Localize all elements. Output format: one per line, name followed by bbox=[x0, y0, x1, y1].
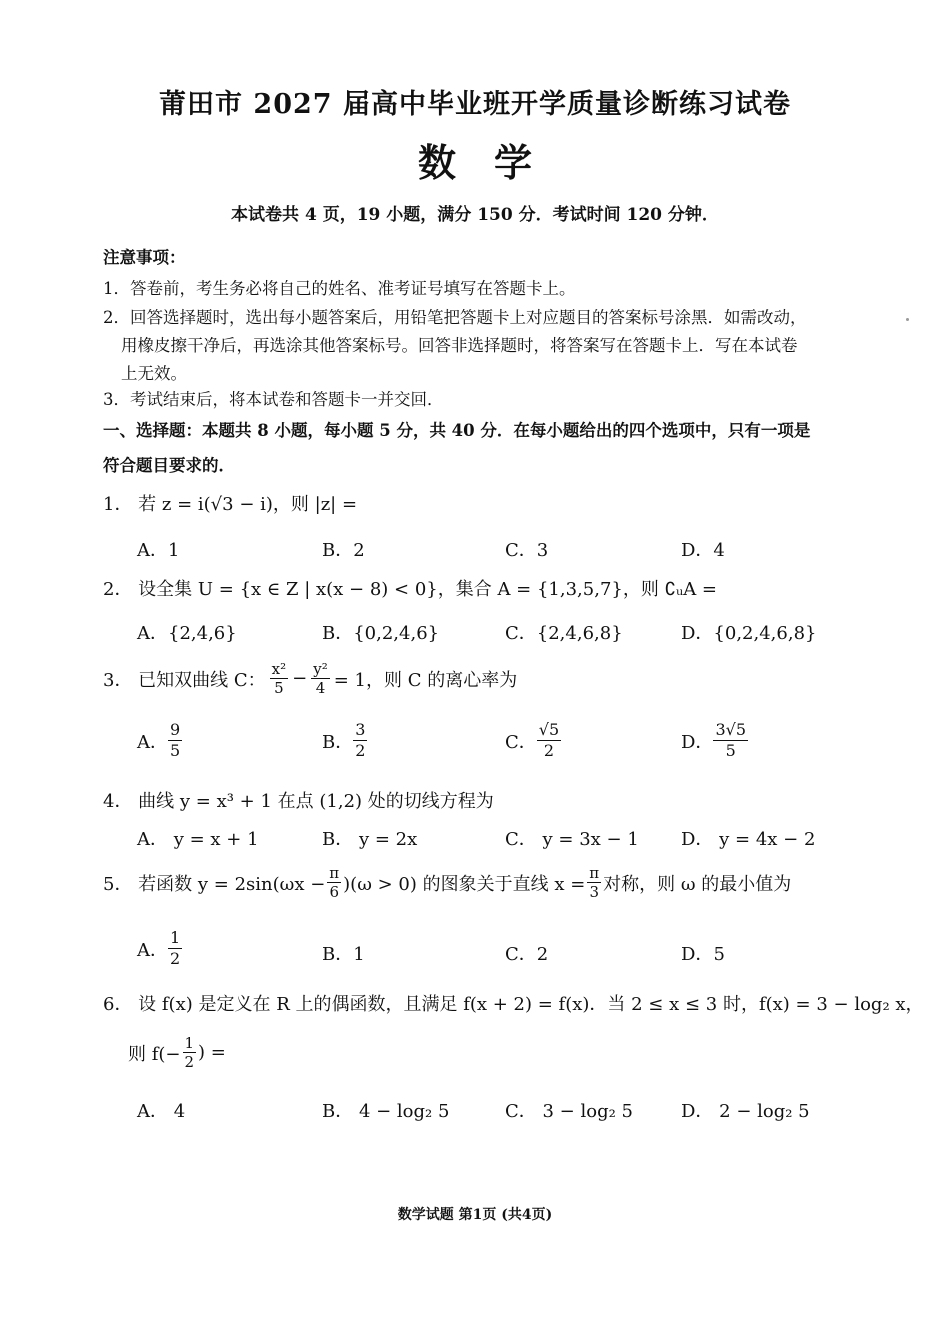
question-5-pi-over-3-fraction bbox=[587, 864, 601, 901]
fraction-denominator: 6 bbox=[329, 883, 339, 901]
question-5-option-a bbox=[137, 928, 182, 969]
question-1-stem: 1． 若 z = i(√3 − i)，则 |z| = bbox=[103, 494, 358, 515]
question-5-stem-part-a: 5． 若函数 y = 2sin(ωx − bbox=[103, 873, 326, 895]
fraction-numerator: π bbox=[589, 864, 600, 882]
question-4-stem: 4． 曲线 y = x³ + 1 在点 (1,2) 处的切线方程为 bbox=[103, 791, 494, 812]
question-1-option-b: B．2 bbox=[322, 540, 365, 561]
question-3-option-b-label: B． bbox=[322, 731, 354, 753]
note-item-2-line-2: 用橡皮擦干净后，再选涂其他答案标号。回答非选择题时，将答案写在答题卡上．写在本试卷 bbox=[121, 336, 798, 355]
scan-speck bbox=[906, 318, 909, 321]
exam-info: 本试卷共 4 页，19 小题，满分 150 分．考试时间 120 分钟． bbox=[231, 205, 719, 225]
question-3-option-c-label: C． bbox=[505, 731, 537, 753]
question-3-fraction-2-denominator: 4 bbox=[315, 679, 326, 697]
note-item-1: 1．答卷前，考生务必将自己的姓名、准考证号填写在答题卡上。 bbox=[103, 279, 576, 298]
note-item-2-line-3: 上无效。 bbox=[121, 364, 187, 383]
notes-heading: 注意事项： bbox=[103, 248, 186, 267]
fraction-numerator: 1 bbox=[184, 1034, 195, 1052]
question-3-option-d-label: D． bbox=[681, 731, 714, 753]
question-3-option-c-fraction bbox=[537, 720, 561, 761]
question-6-stem-line-2-part-b: ) = bbox=[198, 1042, 226, 1063]
question-6-half-fraction bbox=[183, 1034, 197, 1071]
question-3-fraction-1-numerator: x² bbox=[271, 660, 287, 678]
question-3-option-d-fraction bbox=[713, 720, 748, 761]
question-3-fraction-2 bbox=[311, 660, 330, 697]
question-5-option-d-value: 5 bbox=[713, 944, 725, 965]
question-5-stem-part-c: 对称，则 ω 的最小值为 bbox=[603, 873, 792, 895]
question-3-option-b-fraction bbox=[353, 720, 367, 761]
question-3-option-a bbox=[137, 720, 182, 761]
question-3-stem bbox=[103, 660, 517, 697]
fraction-numerator: 1 bbox=[170, 928, 181, 947]
question-5-option-c-label: C． bbox=[505, 944, 537, 965]
question-1-option-c: C．3 bbox=[505, 540, 549, 561]
question-5-pi-over-6-fraction bbox=[327, 864, 341, 901]
question-3-option-d bbox=[681, 720, 748, 761]
question-4-option-c: C． y = 3x − 1 bbox=[505, 829, 639, 850]
question-6-stem-line-1: 6． 设 f(x) 是定义在 R 上的偶函数，且满足 f(x + 2) = f(x)．当 2 ≤ x ≤ 3 时，f(x) = 3 − log₂ x， bbox=[103, 994, 924, 1015]
subject-title: 数学 bbox=[417, 140, 570, 185]
question-3-stem-prefix: 3． 已知双曲线 C： bbox=[103, 669, 266, 691]
question-5-option-c bbox=[505, 940, 548, 966]
question-5-option-c-value: 2 bbox=[536, 944, 549, 965]
question-3-fraction-1 bbox=[270, 660, 288, 697]
question-6-option-a: A． 4 bbox=[137, 1101, 186, 1122]
fraction-numerator: √5 bbox=[538, 720, 560, 739]
question-5-option-b-label: B． bbox=[322, 944, 354, 965]
question-6-option-c: C． 3 − log₂ 5 bbox=[505, 1101, 633, 1122]
question-6-option-b: B． 4 − log₂ 5 bbox=[322, 1101, 450, 1122]
fraction-denominator: 2 bbox=[543, 741, 555, 760]
question-5-option-a-fraction bbox=[168, 928, 182, 969]
minus-sign: − bbox=[292, 668, 308, 689]
fraction-denominator: 2 bbox=[184, 1053, 195, 1071]
question-3-fraction-1-denominator: 5 bbox=[274, 679, 284, 697]
question-3-option-b bbox=[322, 720, 367, 761]
question-2-option-c: C．{2,4,6,8} bbox=[505, 623, 623, 644]
question-2-option-b: B．{0,2,4,6} bbox=[322, 623, 440, 644]
fraction-denominator: 3 bbox=[589, 883, 599, 901]
fraction-denominator: 2 bbox=[170, 949, 181, 968]
question-5-stem bbox=[103, 864, 791, 901]
question-6-stem-line-2-part-a: 则 f(− bbox=[128, 1043, 181, 1065]
fraction-numerator: 3 bbox=[355, 720, 366, 739]
question-4-option-d: D． y = 4x − 2 bbox=[681, 829, 816, 850]
question-2-option-d: D．{0,2,4,6,8} bbox=[681, 623, 817, 644]
fraction-numerator: 3√5 bbox=[715, 720, 746, 739]
exam-title: 莆田市 2027 届高中毕业班开学质量诊断练习试卷 bbox=[159, 89, 791, 120]
question-1-option-a: A．1 bbox=[137, 540, 180, 561]
question-6-option-d: D． 2 − log₂ 5 bbox=[681, 1101, 810, 1122]
question-2-stem: 2． 设全集 U = {x ∈ Z | x(x − 8) < 0}，集合 A = {1,3,5,7}，则 ∁ᵤA = bbox=[103, 579, 718, 600]
question-1-option-d: D．4 bbox=[681, 540, 725, 561]
question-4-option-a: A． y = x + 1 bbox=[137, 829, 259, 850]
fraction-numerator: 9 bbox=[170, 720, 181, 739]
question-3-option-c bbox=[505, 720, 561, 761]
question-5-option-a-label: A． bbox=[137, 939, 168, 961]
section-1-heading-line-1: 一、选择题：本题共 8 小题，每小题 5 分，共 40 分．在每小题给出的四个选项中，只有一项是 bbox=[103, 421, 811, 440]
fraction-denominator: 2 bbox=[355, 741, 366, 760]
fraction-denominator: 5 bbox=[725, 741, 736, 760]
note-item-2-line-1: 2．回答选择题时，选出每小题答案后，用铅笔把答题卡上对应题目的答案标号涂黑．如需改动， bbox=[103, 308, 807, 327]
question-3-option-a-fraction bbox=[168, 720, 182, 761]
question-5-option-d bbox=[681, 940, 725, 966]
question-6-stem-line-2 bbox=[128, 1034, 226, 1071]
question-3-fraction-2-numerator: y² bbox=[313, 660, 328, 678]
question-3-option-a-label: A． bbox=[137, 731, 168, 753]
question-3-stem-suffix: = 1，则 C 的离心率为 bbox=[333, 669, 518, 691]
question-5-option-b bbox=[322, 940, 365, 966]
question-5-option-d-label: D． bbox=[681, 944, 714, 965]
page-footer: 数学试题 第1页 (共4页) bbox=[397, 1207, 553, 1223]
note-item-3: 3．考试结束后，将本试卷和答题卡一并交回． bbox=[103, 390, 444, 409]
fraction-denominator: 5 bbox=[170, 741, 181, 760]
question-2-option-a: A．{2,4,6} bbox=[137, 623, 237, 644]
question-5-stem-part-b: )(ω > 0) 的图象关于直线 x = bbox=[343, 873, 586, 895]
question-5-option-b-value: 1 bbox=[353, 944, 365, 965]
question-4-option-b: B． y = 2x bbox=[322, 829, 418, 850]
fraction-numerator: π bbox=[329, 864, 340, 882]
section-1-heading-line-2: 符合题目要求的． bbox=[103, 456, 235, 475]
